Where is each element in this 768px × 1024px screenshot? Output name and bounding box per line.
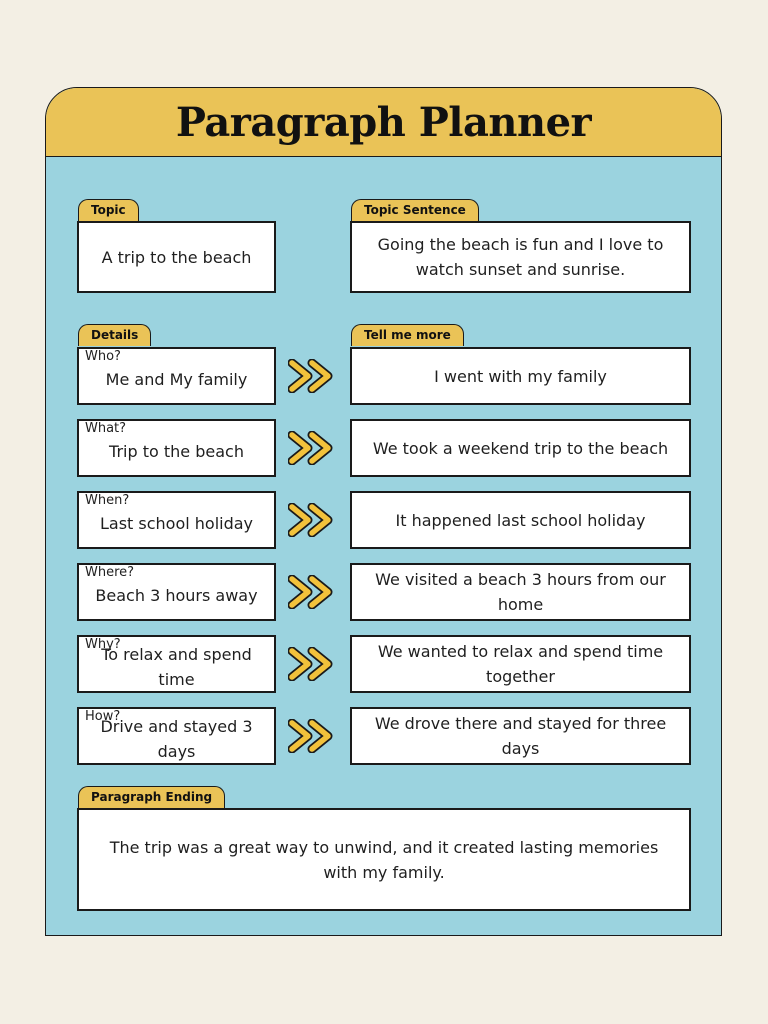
double-chevron-right-icon bbox=[288, 647, 338, 681]
tell-me-more-text: We drove there and stayed for three days bbox=[374, 714, 667, 758]
detail-question-box bbox=[77, 563, 276, 621]
answer-text: Trip to the beach bbox=[109, 441, 244, 461]
topic-sentence-text: Going the beach is fun and I love to watch sunset and sunrise. bbox=[377, 235, 664, 279]
double-chevron-right-icon bbox=[288, 431, 338, 465]
tell-me-more-box bbox=[350, 419, 691, 477]
question-label: Where? bbox=[85, 565, 135, 580]
paragraph-ending-box bbox=[77, 808, 691, 911]
tell-me-more-box bbox=[350, 347, 691, 405]
answer-text: Drive and stayed 3 days bbox=[100, 717, 253, 761]
tell-me-more-text: I went with my family bbox=[434, 366, 607, 386]
tell-me-more-text: We wanted to relax and spend time together bbox=[377, 642, 664, 686]
tell-me-more-tab: Tell me more bbox=[351, 324, 464, 346]
topic-tab: Topic bbox=[78, 199, 139, 221]
tell-me-more-box bbox=[350, 635, 691, 693]
page-title: Paragraph Planner bbox=[175, 98, 592, 146]
detail-question-box bbox=[77, 419, 276, 477]
detail-question-box bbox=[77, 707, 276, 765]
tell-me-more-text: It happened last school holiday bbox=[395, 510, 646, 530]
tell-me-more-box bbox=[350, 707, 691, 765]
card-header bbox=[46, 88, 721, 157]
topic-sentence-box bbox=[350, 221, 691, 293]
tell-me-more-box bbox=[350, 491, 691, 549]
answer-text: Me and My family bbox=[105, 369, 248, 389]
question-label: Why? bbox=[85, 637, 121, 652]
answer-text: To relax and spend time bbox=[101, 645, 252, 689]
question-label: How? bbox=[85, 709, 121, 724]
topic-box bbox=[77, 221, 276, 293]
tell-me-more-text: We took a weekend trip to the beach bbox=[372, 438, 669, 458]
answer-text: Last school holiday bbox=[99, 513, 254, 533]
detail-question-box bbox=[77, 347, 276, 405]
question-label: What? bbox=[85, 421, 127, 436]
answer-text: Beach 3 hours away bbox=[95, 585, 258, 605]
question-label: When? bbox=[85, 493, 130, 508]
tell-me-more-text: We visited a beach 3 hours from our home bbox=[375, 570, 666, 614]
detail-question-box bbox=[77, 491, 276, 549]
double-chevron-right-icon bbox=[288, 719, 338, 753]
double-chevron-right-icon bbox=[288, 359, 338, 393]
double-chevron-right-icon bbox=[288, 575, 338, 609]
topic-sentence-tab: Topic Sentence bbox=[351, 199, 479, 221]
tell-me-more-box bbox=[350, 563, 691, 621]
double-chevron-right-icon bbox=[288, 503, 338, 537]
question-label: Who? bbox=[85, 349, 121, 364]
detail-question-box bbox=[77, 635, 276, 693]
topic-text: A trip to the beach bbox=[101, 247, 252, 267]
paragraph-ending-tab: Paragraph Ending bbox=[78, 786, 225, 808]
details-tab: Details bbox=[78, 324, 151, 346]
paragraph-ending-text: The trip was a great way to unwind, and it created lasting memories with my family. bbox=[109, 837, 659, 882]
